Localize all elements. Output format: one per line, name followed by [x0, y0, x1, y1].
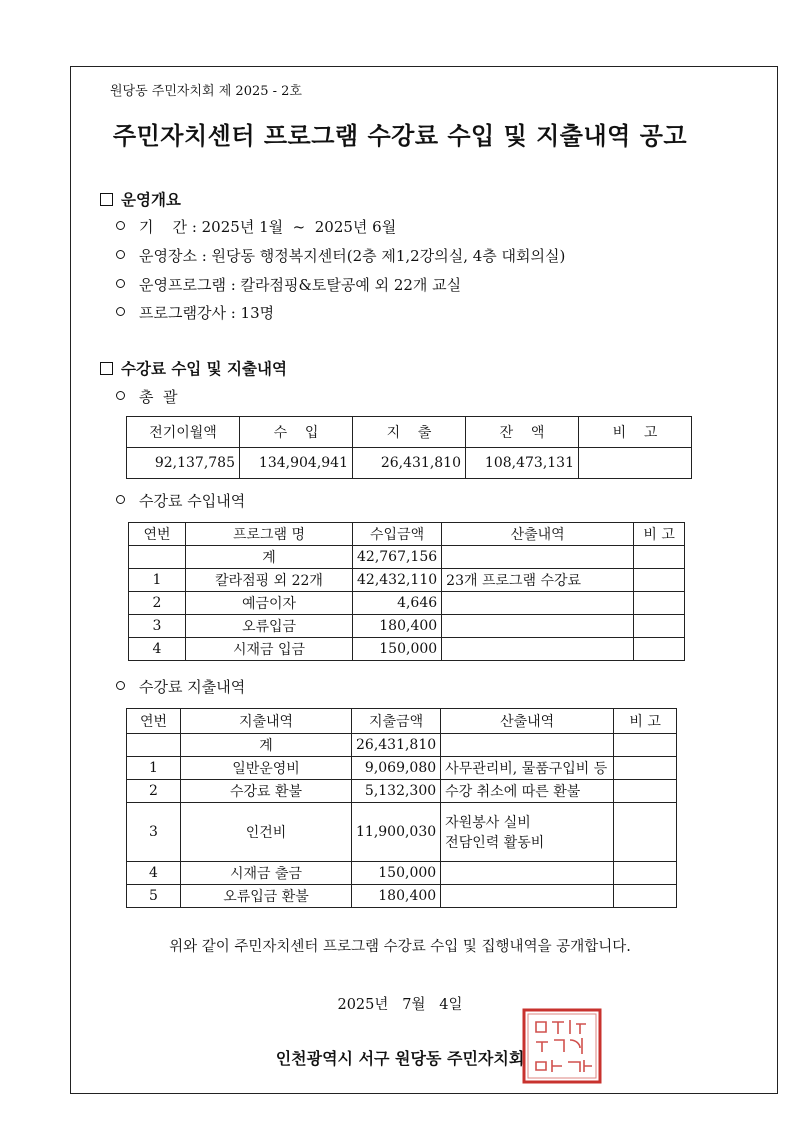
official-seal	[522, 1008, 602, 1084]
closing-statement: 위와 같이 주민자치센터 프로그램 수강료 수입 및 집행내역을 공개합니다.	[169, 939, 631, 955]
expense-cell: 26,431,810	[353, 448, 466, 479]
table-row: 3 오류입금 180,400	[129, 615, 685, 638]
expense-label: 수강료 지출내역	[116, 676, 245, 697]
overview-item-venue: 운영장소 : 원당동 행정복지센터(2층 제1,2강의실, 4층 대회의실)	[116, 245, 565, 266]
income-cell: 134,904,941	[240, 448, 353, 479]
circle-bullet-icon	[116, 391, 125, 400]
detail-cell-multiline: 자원봉사 실비 전담인력 활동비	[441, 803, 614, 862]
header-cell: 비 고	[579, 417, 692, 448]
header-cell: 잔 액	[466, 417, 579, 448]
header-cell: 프로그램 명	[186, 523, 353, 546]
header-cell: 지 출	[353, 417, 466, 448]
table-header-row	[127, 709, 677, 734]
table-row: 4 시재금 입금 150,000	[129, 638, 685, 661]
table-row: 2 수강료 환불 5,132,300 수강 취소에 따른 환불	[127, 780, 677, 803]
income-table	[128, 522, 685, 661]
table-header-row	[129, 523, 685, 546]
header-cell: 산출내역	[441, 709, 614, 734]
circle-bullet-icon	[116, 681, 125, 690]
table-row: 4 시재금 출금 150,000	[127, 862, 677, 885]
header-cell: 지출금액	[352, 709, 441, 734]
header-cell: 지출내역	[181, 709, 352, 734]
header-cell: 연번	[127, 709, 181, 734]
header-cell: 연번	[129, 523, 186, 546]
table-row: 3 인건비 11,900,030 자원봉사 실비 전담인력 활동비	[127, 803, 677, 862]
note-cell	[579, 448, 692, 479]
document-title: 주민자치센터 프로그램 수강료 수입 및 지출내역 공고	[112, 122, 688, 150]
header-cell: 전기이월액	[127, 417, 240, 448]
square-bullet-icon	[100, 193, 113, 206]
table-row: 계 26,431,810	[127, 734, 677, 757]
header-cell: 수입금액	[353, 523, 442, 546]
circle-bullet-icon	[116, 307, 125, 316]
overview-item-instructors: 프로그램강사 : 13명	[116, 302, 274, 323]
table-row	[127, 448, 692, 479]
table-row: 1 칼라점핑 외 22개 42,432,110 23개 프로그램 수강료	[129, 569, 685, 592]
balance-cell: 108,473,131	[466, 448, 579, 479]
overview-item-programs: 운영프로그램 : 칼라점핑&토탈공예 외 22개 교실	[116, 274, 461, 295]
announcement-date: 2025년 7월 4일	[337, 997, 463, 1013]
circle-bullet-icon	[116, 221, 125, 230]
circle-bullet-icon	[116, 279, 125, 288]
section-heading-overview: 운영개요	[100, 188, 181, 210]
carryover-cell: 92,137,785	[127, 448, 240, 479]
header-cell: 비 고	[614, 709, 677, 734]
circle-bullet-icon	[116, 495, 125, 504]
expense-table	[126, 708, 677, 908]
header-cell: 수 입	[240, 417, 353, 448]
section-heading-income-expense: 수강료 수입 및 지출내역	[100, 357, 287, 379]
document-number: 원당동 주민자치회 제 2025 - 2호	[110, 84, 302, 99]
organization-name: 인천광역시 서구 원당동 주민자치회	[275, 1049, 525, 1068]
table-row: 5 오류입금 환불 180,400	[127, 885, 677, 908]
income-label: 수강료 수입내역	[116, 490, 245, 511]
header-cell: 산출내역	[442, 523, 634, 546]
summary-table	[126, 416, 692, 479]
header-cell: 비 고	[634, 523, 685, 546]
table-header-row	[127, 417, 692, 448]
table-row: 계 42,767,156	[129, 546, 685, 569]
square-bullet-icon	[100, 362, 113, 375]
summary-label: 총 괄	[116, 386, 178, 407]
table-row: 1 일반운영비 9,069,080 사무관리비, 물품구입비 등	[127, 757, 677, 780]
circle-bullet-icon	[116, 250, 125, 259]
table-row: 2 예금이자 4,646	[129, 592, 685, 615]
overview-item-period: 기 간 : 2025년 1월 ~ 2025년 6월	[116, 216, 396, 237]
